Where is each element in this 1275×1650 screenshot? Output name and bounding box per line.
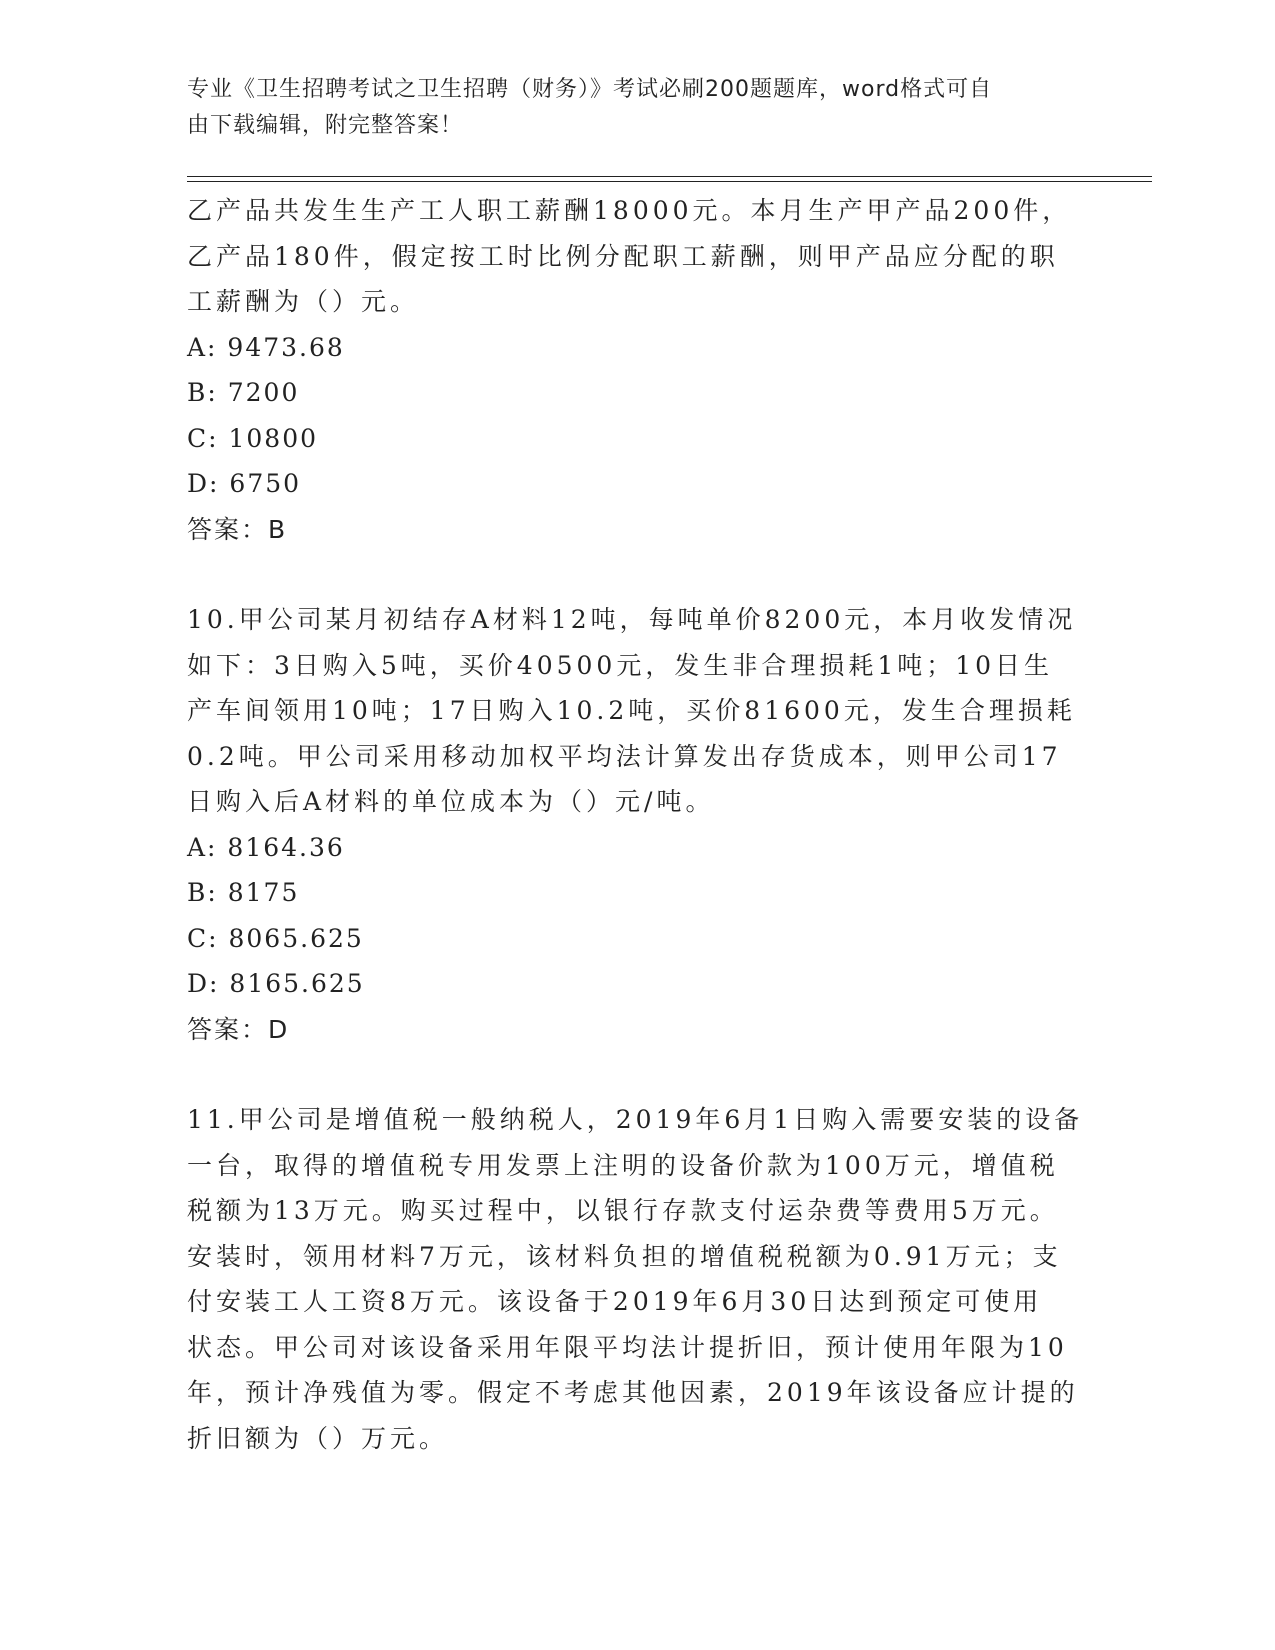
question-stem-line: 11.甲公司是增值税一般纳税人，2019年6月1日购入需要安装的设备 [187, 1105, 1084, 1134]
question-stem-line: 如下：3日购入5吨，买价40500元，发生非合理损耗1吨；10日生 [187, 650, 1054, 680]
question-stem-line: 10.甲公司某月初结存A材料12吨，每吨单价8200元，本月收发情况 [187, 605, 1077, 634]
answer-line: 答案：B [187, 514, 288, 544]
option-d: D: 6750 [187, 469, 302, 498]
option-d: D: 8165.625 [187, 969, 365, 998]
header-divider-top [187, 176, 1152, 177]
header-line-2: 由下载编辑，附完整答案！ [187, 113, 464, 138]
spacer [187, 552, 1087, 597]
question-stem-line: 付安装工人工资8万元。该设备于2019年6月30日达到预定可使用 [187, 1287, 1043, 1316]
header-line-1: 专业《卫生招聘考试之卫生招聘（财务）》考试必刷200题题库，word格式可自 [187, 77, 993, 102]
header-divider-bottom [187, 181, 1152, 182]
spacer [187, 1052, 1087, 1097]
answer-line: 答案：D [187, 1014, 290, 1044]
question-stem-line: 工薪酬为（）元。 [187, 287, 420, 316]
document-body [187, 188, 1087, 1461]
question-stem-line: 0.2吨。甲公司采用移动加权平均法计算发出存货成本，则甲公司17 [187, 741, 1062, 771]
option-c: C: 10800 [187, 423, 319, 453]
question-stem-line: 税额为13万元。购买过程中，以银行存款支付运杂费等费用5万元。 [187, 1196, 1059, 1225]
question-block [187, 1097, 1087, 1461]
question-stem-line: 折旧额为（）万元。 [187, 1423, 449, 1453]
question-stem-line: 年，预计净残值为零。假定不考虑其他因素，2019年该设备应计提的 [187, 1378, 1079, 1407]
option-b: B: 8175 [187, 878, 300, 907]
question-block [187, 597, 1087, 1052]
question-stem-line: 一台，取得的增值税专用发票上注明的设备价款为100万元，增值税 [187, 1150, 1059, 1180]
question-stem-line: 状态。甲公司对该设备采用年限平均法计提折旧，预计使用年限为10 [187, 1332, 1068, 1362]
document-header [187, 72, 1067, 144]
question-stem-line: 产车间领用10吨；17日购入10.2吨，买价81600元，发生合理损耗 [187, 696, 1076, 725]
option-b: B: 7200 [187, 378, 300, 407]
question-stem-line: 日购入后A材料的单位成本为（）元/吨。 [187, 787, 715, 816]
question-stem-line: 安装时，领用材料7万元，该材料负担的增值税税额为0.91万元；支 [187, 1241, 1062, 1271]
question-stem-line: 乙产品共发生生产工人职工薪酬18000元。本月生产甲产品200件， [187, 196, 1072, 225]
option-c: C: 8065.625 [187, 923, 364, 953]
option-a: A: 9473.68 [187, 332, 345, 362]
question-stem-line: 乙产品180件，假定按工时比例分配职工薪酬，则甲产品应分配的职 [187, 241, 1059, 271]
option-a: A: 8164.36 [187, 832, 345, 862]
question-block [187, 188, 1087, 552]
